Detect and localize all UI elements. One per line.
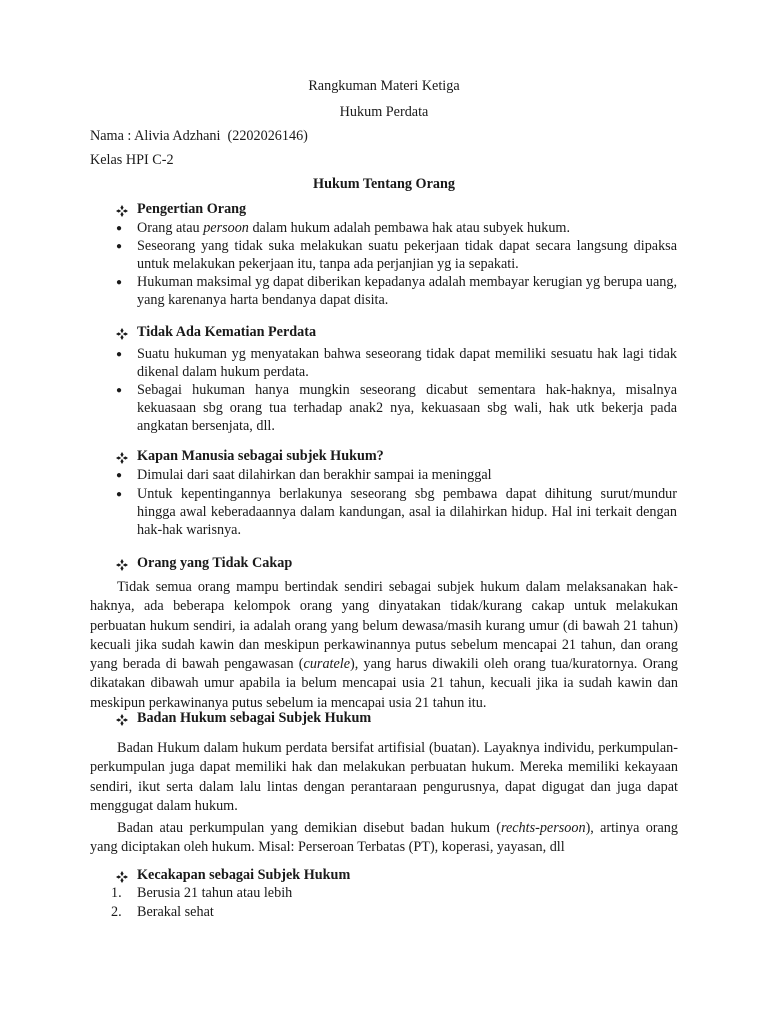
bullet-icon: ●: [116, 277, 123, 288]
list-item: Sebagai hukuman hanya mungkin seseorang dicabut sementara hak-haknya, misalnya kekuasaan sbg orang tua terhadap anak2 nya, kekuasaan sbg wali, hak utk bekerja pada angkatan bersenjata, dll.: [137, 382, 677, 434]
list-item: Seseorang yang tidak suka melakukan suatu pekerjaan tidak dapat secara langsung dipaksa untuk melakukan pekerjaan itu, tanpa ada perjanjian yg ia sepakati.: [137, 238, 677, 272]
numbered-list-item: Berakal sehat: [137, 904, 214, 920]
paragraph-tidak-cakap: Tidak semua orang mampu bertindak sendiri sebagai subjek hukum dalam melaksanakan hak-haknya, ada beberapa kelompok orang yang dinyatakan tidak/kurang cakap untuk melakukan perbuatan hukum sendiri, ia adalah orang yang belum dewasa/masih kurang umur (di bawah 21 tahun) kecuali jika sudah kawin dan meskipun perkawinannya putus sebelum mencapai 21 tahun, dan orang yang berada di bawah pengawasan (curatele), yang harus diwakili oleh orang tua/kuratornya. Orang dikatakan dibawah umur apabila ia belum mencapai usia 21 tahun, kecuali jika ia sudah kawin dan meskipun perkawinanya putus sebelum ia mencapai usia 21 tahun itu.: [90, 579, 678, 711]
list-number: 2.: [111, 904, 122, 920]
student-name: Nama : Alivia Adzhani (2202026146): [90, 128, 308, 144]
document-title: Rangkuman Materi Ketiga: [308, 78, 460, 94]
list-number: 1.: [111, 885, 122, 901]
bullet-icon: ●: [116, 223, 123, 234]
section-heading-tidak-cakap: Orang yang Tidak Cakap: [137, 555, 293, 571]
diamond-bullet-icon: [116, 559, 128, 571]
student-class: Kelas HPI C-2: [90, 152, 174, 168]
diamond-bullet-icon: [116, 714, 128, 726]
list-item: Hukuman maksimal yg dapat diberikan kepadanya adalah membayar kerugian yg berupa uang, yang karenanya harta bendanya dapat disita.: [137, 274, 677, 308]
list-item: Untuk kepentingannya berlakunya seseorang sbg pembawa dapat dihitung surut/mundur hingga awal keberadaannya dalam kandungan, asal ia dilahirkan hidup. Hal ini terkait dengan hak-hak warisnya.: [137, 486, 677, 538]
paragraph-badan-hukum-2: Badan atau perkumpulan yang demikian disebut badan hukum (rechts-persoon), artinya orang yang diciptakan oleh hukum. Misal: Perseroan Terbatas (PT), koperasi, yayasan, dll: [90, 820, 678, 856]
list-item: Orang atau persoon dalam hukum adalah pembawa hak atau subyek hukum.: [137, 220, 571, 236]
section-heading-kecakapan: Kecakapan sebagai Subjek Hukum: [137, 867, 351, 883]
bullet-icon: ●: [116, 489, 123, 500]
document-subtitle: Hukum Perdata: [339, 104, 429, 120]
bullet-icon: ●: [116, 349, 123, 360]
list-item: Suatu hukuman yg menyatakan bahwa seseorang tidak dapat memiliki sesuatu hak lagi tidak dikenal dalam hukum perdata.: [137, 346, 677, 380]
diamond-bullet-icon: [116, 871, 128, 883]
section-heading-kematian-perdata: Tidak Ada Kematian Perdata: [137, 324, 317, 340]
bullet-icon: ●: [116, 470, 123, 481]
bullet-icon: ●: [116, 241, 123, 252]
section-heading-badan-hukum: Badan Hukum sebagai Subjek Hukum: [137, 710, 372, 726]
section-heading-subjek-hukum: Kapan Manusia sebagai subjek Hukum?: [137, 448, 384, 464]
diamond-bullet-icon: [116, 328, 128, 340]
diamond-bullet-icon: [116, 452, 128, 464]
paragraph-badan-hukum-1: Badan Hukum dalam hukum perdata bersifat artifisial (buatan). Layaknya individu, perkumpulan-perkumpulan juga dapat memiliki hak dan melakukan perbuatan hukum. Mereka memiliki kekayaan sendiri, ikut serta dalam lalu lintas dengan perantaraan pengurusnya, dapat digugat dan juga dapat menggugat dalam hukum.: [90, 740, 678, 814]
list-item: Dimulai dari saat dilahirkan dan berakhir sampai ia meninggal: [137, 467, 492, 483]
numbered-list-item: Berusia 21 tahun atau lebih: [137, 885, 293, 901]
diamond-bullet-icon: [116, 205, 128, 217]
bullet-icon: ●: [116, 385, 123, 396]
section-heading-pengertian-orang: Pengertian Orang: [137, 201, 247, 217]
topic-heading: Hukum Tentang Orang: [313, 176, 455, 192]
